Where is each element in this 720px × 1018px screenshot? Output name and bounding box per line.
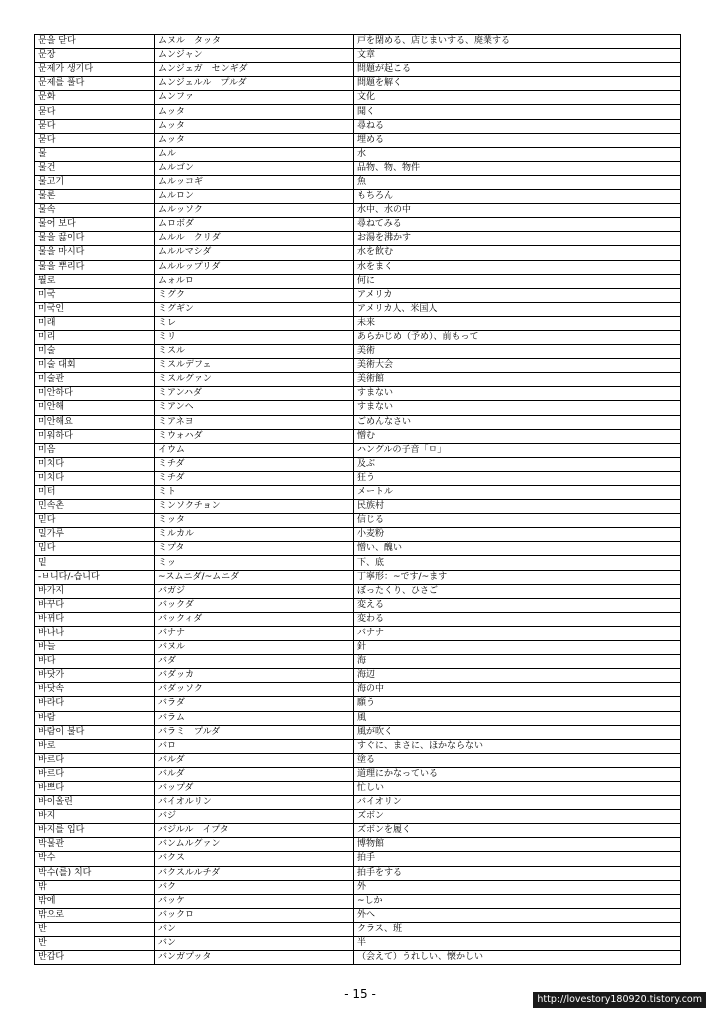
korean-word-cell: 문을 닫다 bbox=[35, 35, 155, 49]
korean-word-cell: 묻다 bbox=[35, 133, 155, 147]
japanese-meaning-cell: 民族村 bbox=[354, 500, 681, 514]
pronunciation-cell: バン bbox=[155, 937, 354, 951]
table-row bbox=[35, 514, 681, 528]
table-row bbox=[35, 669, 681, 683]
pronunciation-cell: バンムルグァン bbox=[155, 838, 354, 852]
table-row bbox=[35, 796, 681, 810]
japanese-meaning-cell: 尋ねる bbox=[354, 119, 681, 133]
japanese-meaning-cell: 忙しい bbox=[354, 781, 681, 795]
vocabulary-table bbox=[34, 34, 681, 965]
korean-word-cell: 묻다 bbox=[35, 119, 155, 133]
korean-word-cell: 바지 bbox=[35, 810, 155, 824]
japanese-meaning-cell: バイオリン bbox=[354, 796, 681, 810]
pronunciation-cell: ミト bbox=[155, 486, 354, 500]
korean-word-cell: 밖에 bbox=[35, 894, 155, 908]
pronunciation-cell: ミスル bbox=[155, 345, 354, 359]
pronunciation-cell: ムルゴン bbox=[155, 161, 354, 175]
japanese-meaning-cell: ズボンを履く bbox=[354, 824, 681, 838]
japanese-meaning-cell: 美術館 bbox=[354, 373, 681, 387]
pronunciation-cell: バヌル bbox=[155, 641, 354, 655]
korean-word-cell: 미안하다 bbox=[35, 387, 155, 401]
table-row bbox=[35, 429, 681, 443]
japanese-meaning-cell: 道理にかなっている bbox=[354, 767, 681, 781]
korean-word-cell: 밉다 bbox=[35, 542, 155, 556]
japanese-meaning-cell: 及ぶ bbox=[354, 457, 681, 471]
japanese-meaning-cell: 願う bbox=[354, 697, 681, 711]
japanese-meaning-cell: 未来 bbox=[354, 316, 681, 330]
pronunciation-cell: ムルロン bbox=[155, 190, 354, 204]
pronunciation-cell: ミチダ bbox=[155, 471, 354, 485]
korean-word-cell: 바지를 입다 bbox=[35, 824, 155, 838]
korean-word-cell: 미래 bbox=[35, 316, 155, 330]
korean-word-cell: 미국 bbox=[35, 288, 155, 302]
korean-word-cell: 물속 bbox=[35, 204, 155, 218]
table-row bbox=[35, 880, 681, 894]
table-row bbox=[35, 359, 681, 373]
korean-word-cell: 문제가 생기다 bbox=[35, 63, 155, 77]
table-row bbox=[35, 288, 681, 302]
table-row bbox=[35, 274, 681, 288]
korean-word-cell: 미국인 bbox=[35, 302, 155, 316]
korean-word-cell: 바나나 bbox=[35, 626, 155, 640]
korean-word-cell: 바람 bbox=[35, 711, 155, 725]
korean-word-cell: 미치다 bbox=[35, 471, 155, 485]
table-row bbox=[35, 908, 681, 922]
japanese-meaning-cell: 埋める bbox=[354, 133, 681, 147]
pronunciation-cell: ムンファ bbox=[155, 91, 354, 105]
japanese-meaning-cell: 海 bbox=[354, 655, 681, 669]
table-row bbox=[35, 415, 681, 429]
table-row bbox=[35, 218, 681, 232]
pronunciation-cell: バダッカ bbox=[155, 669, 354, 683]
pronunciation-cell: ムルル クリダ bbox=[155, 232, 354, 246]
korean-word-cell: 바닷속 bbox=[35, 683, 155, 697]
korean-word-cell: 바뀌다 bbox=[35, 612, 155, 626]
table-row bbox=[35, 781, 681, 795]
table-row bbox=[35, 35, 681, 49]
table-row bbox=[35, 77, 681, 91]
japanese-meaning-cell: 拍手をする bbox=[354, 866, 681, 880]
korean-word-cell: 물 bbox=[35, 147, 155, 161]
table-row bbox=[35, 91, 681, 105]
japanese-meaning-cell: 問題を解く bbox=[354, 77, 681, 91]
japanese-meaning-cell: 信じる bbox=[354, 514, 681, 528]
japanese-meaning-cell: ズボン bbox=[354, 810, 681, 824]
japanese-meaning-cell: 尋ねてみる bbox=[354, 218, 681, 232]
table-row bbox=[35, 486, 681, 500]
table-row bbox=[35, 528, 681, 542]
pronunciation-cell: ムッタ bbox=[155, 133, 354, 147]
table-row bbox=[35, 443, 681, 457]
korean-word-cell: 물을 끓이다 bbox=[35, 232, 155, 246]
pronunciation-cell: ムル bbox=[155, 147, 354, 161]
table-row bbox=[35, 161, 681, 175]
table-row bbox=[35, 810, 681, 824]
pronunciation-cell: ムンジャン bbox=[155, 49, 354, 63]
japanese-meaning-cell: 風 bbox=[354, 711, 681, 725]
korean-word-cell: 문화 bbox=[35, 91, 155, 105]
korean-word-cell: 바늘 bbox=[35, 641, 155, 655]
japanese-meaning-cell: 魚 bbox=[354, 175, 681, 189]
table-row bbox=[35, 133, 681, 147]
korean-word-cell: 바꾸다 bbox=[35, 598, 155, 612]
pronunciation-cell: ムンジェガ センギダ bbox=[155, 63, 354, 77]
table-row bbox=[35, 471, 681, 485]
japanese-meaning-cell: 下、底 bbox=[354, 556, 681, 570]
table-row bbox=[35, 584, 681, 598]
pronunciation-cell: バックダ bbox=[155, 598, 354, 612]
pronunciation-cell: バイオルリン bbox=[155, 796, 354, 810]
japanese-meaning-cell: 狂う bbox=[354, 471, 681, 485]
korean-word-cell: 문제를 풀다 bbox=[35, 77, 155, 91]
japanese-meaning-cell: 何に bbox=[354, 274, 681, 288]
pronunciation-cell: ミスルグァン bbox=[155, 373, 354, 387]
pronunciation-cell: ミプタ bbox=[155, 542, 354, 556]
japanese-meaning-cell: 海辺 bbox=[354, 669, 681, 683]
japanese-meaning-cell: 水をまく bbox=[354, 260, 681, 274]
korean-word-cell: 뭘로 bbox=[35, 274, 155, 288]
korean-word-cell: 바로 bbox=[35, 739, 155, 753]
table-row bbox=[35, 824, 681, 838]
japanese-meaning-cell: 問題が起こる bbox=[354, 63, 681, 77]
table-row bbox=[35, 63, 681, 77]
korean-word-cell: 미술 bbox=[35, 345, 155, 359]
japanese-meaning-cell: すまない bbox=[354, 387, 681, 401]
japanese-meaning-cell: 変わる bbox=[354, 612, 681, 626]
korean-word-cell: 바라다 bbox=[35, 697, 155, 711]
pronunciation-cell: バジ bbox=[155, 810, 354, 824]
korean-word-cell: 박물관 bbox=[35, 838, 155, 852]
table-row bbox=[35, 246, 681, 260]
pronunciation-cell: ムルッコギ bbox=[155, 175, 354, 189]
table-row bbox=[35, 542, 681, 556]
pronunciation-cell: ムッタ bbox=[155, 119, 354, 133]
page-number: - 15 - bbox=[344, 987, 376, 1001]
table-row bbox=[35, 345, 681, 359]
pronunciation-cell: ムンジェルル プルダ bbox=[155, 77, 354, 91]
table-row bbox=[35, 922, 681, 936]
watermark-url: http://lovestory180920.tistory.com bbox=[533, 992, 706, 1008]
table-row bbox=[35, 387, 681, 401]
korean-word-cell: 미안해요 bbox=[35, 415, 155, 429]
korean-word-cell: 미안해 bbox=[35, 401, 155, 415]
korean-word-cell: 미술 대회 bbox=[35, 359, 155, 373]
pronunciation-cell: バラム bbox=[155, 711, 354, 725]
table-row bbox=[35, 457, 681, 471]
table-row bbox=[35, 937, 681, 951]
japanese-meaning-cell: 戸を閉める、店じまいする、廃業する bbox=[354, 35, 681, 49]
japanese-meaning-cell: 憎む bbox=[354, 429, 681, 443]
table-row bbox=[35, 260, 681, 274]
table-row bbox=[35, 655, 681, 669]
korean-word-cell: 미치다 bbox=[35, 457, 155, 471]
japanese-meaning-cell: 文章 bbox=[354, 49, 681, 63]
korean-word-cell: 바람이 불다 bbox=[35, 725, 155, 739]
pronunciation-cell: バラダ bbox=[155, 697, 354, 711]
korean-word-cell: 물어 보다 bbox=[35, 218, 155, 232]
table-row bbox=[35, 767, 681, 781]
japanese-meaning-cell: 外 bbox=[354, 880, 681, 894]
japanese-meaning-cell: 丁寧形：~です/~ます bbox=[354, 570, 681, 584]
korean-word-cell: 묻다 bbox=[35, 105, 155, 119]
japanese-meaning-cell: クラス、班 bbox=[354, 922, 681, 936]
pronunciation-cell: ミンソクチョン bbox=[155, 500, 354, 514]
pronunciation-cell: バラミ プルダ bbox=[155, 725, 354, 739]
pronunciation-cell: ミスルデフェ bbox=[155, 359, 354, 373]
japanese-meaning-cell: ハングルの子音「ㅁ」 bbox=[354, 443, 681, 457]
japanese-meaning-cell: ぼったくり、ひさご bbox=[354, 584, 681, 598]
korean-word-cell: 바다 bbox=[35, 655, 155, 669]
korean-word-cell: 밀가루 bbox=[35, 528, 155, 542]
japanese-meaning-cell: アメリカ人、米国人 bbox=[354, 302, 681, 316]
pronunciation-cell: イウム bbox=[155, 443, 354, 457]
korean-word-cell: 믿다 bbox=[35, 514, 155, 528]
pronunciation-cell: ムルッソク bbox=[155, 204, 354, 218]
japanese-meaning-cell: 小麦粉 bbox=[354, 528, 681, 542]
korean-word-cell: 바르다 bbox=[35, 753, 155, 767]
korean-word-cell: 반 bbox=[35, 922, 155, 936]
japanese-meaning-cell: ~しか bbox=[354, 894, 681, 908]
table-row bbox=[35, 232, 681, 246]
japanese-meaning-cell: バナナ bbox=[354, 626, 681, 640]
pronunciation-cell: ムヌル タッタ bbox=[155, 35, 354, 49]
korean-word-cell: 물을 뿌리다 bbox=[35, 260, 155, 274]
pronunciation-cell: ~スムニダ/~ムニダ bbox=[155, 570, 354, 584]
japanese-meaning-cell: 水 bbox=[354, 147, 681, 161]
japanese-meaning-cell: 水中、水の中 bbox=[354, 204, 681, 218]
table-row bbox=[35, 753, 681, 767]
table-row bbox=[35, 711, 681, 725]
pronunciation-cell: バルダ bbox=[155, 767, 354, 781]
korean-word-cell: 밖 bbox=[35, 880, 155, 894]
pronunciation-cell: バルダ bbox=[155, 753, 354, 767]
table-row bbox=[35, 951, 681, 965]
korean-word-cell: 바쁘다 bbox=[35, 781, 155, 795]
korean-word-cell: 박수(를) 치다 bbox=[35, 866, 155, 880]
korean-word-cell: 반갑다 bbox=[35, 951, 155, 965]
japanese-meaning-cell: 品物、物、物件 bbox=[354, 161, 681, 175]
korean-word-cell: 반 bbox=[35, 937, 155, 951]
korean-word-cell: 바르다 bbox=[35, 767, 155, 781]
korean-word-cell: 미음 bbox=[35, 443, 155, 457]
pronunciation-cell: ミッ bbox=[155, 556, 354, 570]
japanese-meaning-cell: 変える bbox=[354, 598, 681, 612]
japanese-meaning-cell: 聞く bbox=[354, 105, 681, 119]
pronunciation-cell: ムォルロ bbox=[155, 274, 354, 288]
pronunciation-cell: バンガプッタ bbox=[155, 951, 354, 965]
korean-word-cell: 미터 bbox=[35, 486, 155, 500]
korean-word-cell: 문장 bbox=[35, 49, 155, 63]
table-row bbox=[35, 838, 681, 852]
japanese-meaning-cell: すまない bbox=[354, 401, 681, 415]
japanese-meaning-cell: 針 bbox=[354, 641, 681, 655]
japanese-meaning-cell: 海の中 bbox=[354, 683, 681, 697]
table-row bbox=[35, 598, 681, 612]
japanese-meaning-cell: あらかじめ（予め）、前もって bbox=[354, 330, 681, 344]
japanese-meaning-cell: すぐに、まさに、ほかならない bbox=[354, 739, 681, 753]
japanese-meaning-cell: 美術大会 bbox=[354, 359, 681, 373]
table-row bbox=[35, 105, 681, 119]
japanese-meaning-cell: 憎い、醜い bbox=[354, 542, 681, 556]
japanese-meaning-cell: 半 bbox=[354, 937, 681, 951]
pronunciation-cell: バップダ bbox=[155, 781, 354, 795]
japanese-meaning-cell: 風が吹く bbox=[354, 725, 681, 739]
korean-word-cell: 민속촌 bbox=[35, 500, 155, 514]
japanese-meaning-cell: 塗る bbox=[354, 753, 681, 767]
table-row bbox=[35, 401, 681, 415]
pronunciation-cell: ミアンハダ bbox=[155, 387, 354, 401]
table-row bbox=[35, 373, 681, 387]
pronunciation-cell: ミグギン bbox=[155, 302, 354, 316]
pronunciation-cell: バロ bbox=[155, 739, 354, 753]
pronunciation-cell: ムッタ bbox=[155, 105, 354, 119]
table-row bbox=[35, 119, 681, 133]
pronunciation-cell: バク bbox=[155, 880, 354, 894]
korean-word-cell: 박수 bbox=[35, 852, 155, 866]
table-row bbox=[35, 894, 681, 908]
korean-word-cell: 바가지 bbox=[35, 584, 155, 598]
pronunciation-cell: ムロボダ bbox=[155, 218, 354, 232]
korean-word-cell: 바닷가 bbox=[35, 669, 155, 683]
table-row bbox=[35, 147, 681, 161]
japanese-meaning-cell: 水を飲む bbox=[354, 246, 681, 260]
table-row bbox=[35, 852, 681, 866]
korean-word-cell: -ㅂ니다/-습니다 bbox=[35, 570, 155, 584]
table-row bbox=[35, 641, 681, 655]
table-row bbox=[35, 683, 681, 697]
japanese-meaning-cell: もちろん bbox=[354, 190, 681, 204]
japanese-meaning-cell: ごめんなさい bbox=[354, 415, 681, 429]
pronunciation-cell: バダッソク bbox=[155, 683, 354, 697]
pronunciation-cell: ミアネヨ bbox=[155, 415, 354, 429]
pronunciation-cell: ミグク bbox=[155, 288, 354, 302]
pronunciation-cell: ミルカル bbox=[155, 528, 354, 542]
table-row bbox=[35, 725, 681, 739]
pronunciation-cell: バガジ bbox=[155, 584, 354, 598]
pronunciation-cell: バダ bbox=[155, 655, 354, 669]
pronunciation-cell: バン bbox=[155, 922, 354, 936]
pronunciation-cell: バッケ bbox=[155, 894, 354, 908]
japanese-meaning-cell: お湯を沸かす bbox=[354, 232, 681, 246]
korean-word-cell: 미술관 bbox=[35, 373, 155, 387]
table-row bbox=[35, 204, 681, 218]
pronunciation-cell: ミウォハダ bbox=[155, 429, 354, 443]
table-row bbox=[35, 190, 681, 204]
table-row bbox=[35, 612, 681, 626]
korean-word-cell: 밑 bbox=[35, 556, 155, 570]
table-row bbox=[35, 330, 681, 344]
korean-word-cell: 물론 bbox=[35, 190, 155, 204]
korean-word-cell: 물을 마시다 bbox=[35, 246, 155, 260]
table-row bbox=[35, 49, 681, 63]
korean-word-cell: 물건 bbox=[35, 161, 155, 175]
pronunciation-cell: バックロ bbox=[155, 908, 354, 922]
pronunciation-cell: ミチダ bbox=[155, 457, 354, 471]
pronunciation-cell: バジルル イプタ bbox=[155, 824, 354, 838]
japanese-meaning-cell: 文化 bbox=[354, 91, 681, 105]
pronunciation-cell: バナナ bbox=[155, 626, 354, 640]
pronunciation-cell: ミアンヘ bbox=[155, 401, 354, 415]
vocabulary-table-body bbox=[35, 35, 681, 965]
pronunciation-cell: バクスルルチダ bbox=[155, 866, 354, 880]
pronunciation-cell: ミレ bbox=[155, 316, 354, 330]
korean-word-cell: 물고기 bbox=[35, 175, 155, 189]
pronunciation-cell: ミッタ bbox=[155, 514, 354, 528]
korean-word-cell: 밖으로 bbox=[35, 908, 155, 922]
japanese-meaning-cell: 拍手 bbox=[354, 852, 681, 866]
table-row bbox=[35, 500, 681, 514]
table-row bbox=[35, 697, 681, 711]
table-row bbox=[35, 175, 681, 189]
table-row bbox=[35, 739, 681, 753]
table-row bbox=[35, 570, 681, 584]
table-row bbox=[35, 866, 681, 880]
japanese-meaning-cell: 博物館 bbox=[354, 838, 681, 852]
pronunciation-cell: ムルルップリダ bbox=[155, 260, 354, 274]
japanese-meaning-cell: （会えて）うれしい、懐かしい bbox=[354, 951, 681, 965]
pronunciation-cell: ムルルマシダ bbox=[155, 246, 354, 260]
japanese-meaning-cell: メートル bbox=[354, 486, 681, 500]
pronunciation-cell: ミリ bbox=[155, 330, 354, 344]
pronunciation-cell: バックィダ bbox=[155, 612, 354, 626]
pronunciation-cell: バクス bbox=[155, 852, 354, 866]
japanese-meaning-cell: 外へ bbox=[354, 908, 681, 922]
table-row bbox=[35, 626, 681, 640]
table-row bbox=[35, 316, 681, 330]
korean-word-cell: 바이올린 bbox=[35, 796, 155, 810]
japanese-meaning-cell: アメリカ bbox=[354, 288, 681, 302]
table-row bbox=[35, 556, 681, 570]
table-row bbox=[35, 302, 681, 316]
korean-word-cell: 미워하다 bbox=[35, 429, 155, 443]
japanese-meaning-cell: 美術 bbox=[354, 345, 681, 359]
korean-word-cell: 미리 bbox=[35, 330, 155, 344]
